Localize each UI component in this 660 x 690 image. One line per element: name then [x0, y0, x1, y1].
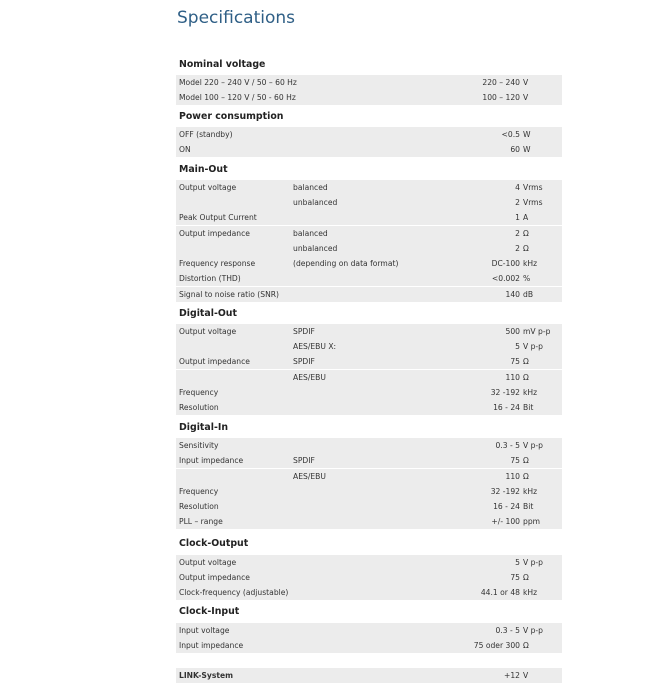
spec-condition: AES/EBU: [293, 373, 326, 382]
spec-value: 60: [510, 145, 520, 154]
spec-condition: AES/EBU X:: [293, 342, 337, 351]
spec-unit: W: [523, 130, 531, 139]
spec-condition: SPDIF: [293, 456, 315, 465]
spec-label: Input voltage: [179, 626, 230, 635]
spec-value: 140: [505, 290, 520, 299]
spec-condition: (depending on data format): [293, 259, 399, 268]
spec-label: Frequency response: [179, 259, 256, 268]
spec-unit: dB: [523, 290, 534, 299]
spec-row: [176, 287, 562, 302]
spec-unit: V p-p: [523, 342, 543, 351]
spec-unit: Vrms: [523, 183, 543, 192]
spec-value: 500: [505, 327, 520, 336]
spec-label: Output impedance: [179, 229, 250, 238]
page-title: Specifications: [177, 8, 296, 28]
spec-condition: balanced: [293, 229, 328, 238]
spec-row: [176, 226, 562, 241]
spec-unit: Vrms: [523, 198, 543, 207]
spec-value: 100 – 120: [482, 93, 520, 102]
spec-condition: balanced: [293, 183, 328, 192]
spec-unit: kHz: [523, 388, 538, 397]
spec-value: 32 -192: [490, 388, 520, 397]
spec-value: 110: [505, 472, 520, 481]
spec-label: ON: [179, 145, 191, 154]
spec-row: [176, 438, 562, 453]
spec-row: [176, 469, 562, 484]
spec-unit: W: [523, 145, 531, 154]
spec-label: Model 100 – 120 V / 50 - 60 Hz: [179, 93, 296, 102]
spec-value: 2: [515, 244, 520, 253]
spec-row: [176, 585, 562, 600]
spec-value: 2: [515, 229, 520, 238]
spec-unit: V: [523, 93, 529, 102]
section-heading: Power consumption: [179, 111, 284, 122]
section-heading: Nominal voltage: [179, 59, 266, 70]
section-heading: Digital-Out: [179, 308, 237, 319]
spec-value: 220 – 240: [482, 78, 520, 87]
spec-condition: SPDIF: [293, 357, 315, 366]
spec-row: [176, 370, 562, 385]
spec-label: Model 220 – 240 V / 50 – 60 Hz: [179, 78, 297, 87]
spec-label: Output voltage: [179, 183, 237, 192]
spec-condition: unbalanced: [293, 198, 338, 207]
spec-row: [176, 385, 562, 400]
spec-label: Input impedance: [179, 456, 244, 465]
spec-value: 0.3 - 5: [495, 441, 520, 450]
spec-label: Clock-frequency (adjustable): [179, 588, 289, 597]
spec-unit: V p-p: [523, 441, 543, 450]
spec-unit: mV p-p: [523, 327, 551, 336]
spec-unit: Ω: [523, 573, 529, 582]
spec-unit: kHz: [523, 588, 538, 597]
spec-row: [176, 210, 562, 225]
spec-value: 16 - 24: [493, 502, 520, 511]
spec-unit: kHz: [523, 259, 538, 268]
section-heading: Main-Out: [179, 164, 228, 175]
link-system-label: LINK-System: [179, 671, 234, 680]
spec-value: 75 oder 300: [473, 641, 520, 650]
spec-row: [176, 180, 562, 195]
spec-row: [176, 499, 562, 514]
spec-label: Resolution: [179, 403, 219, 412]
spec-label: OFF (standby): [179, 130, 233, 139]
spec-label: Distortion (THD): [179, 274, 241, 283]
spec-row: [176, 127, 562, 142]
spec-value: <0.5: [501, 130, 520, 139]
spec-value: <0.002: [491, 274, 520, 283]
spec-row: [176, 241, 562, 256]
spec-unit: Ω: [523, 472, 529, 481]
spec-label: Input impedance: [179, 641, 244, 650]
link-system-unit: V: [523, 671, 529, 680]
spec-unit: Ω: [523, 244, 529, 253]
spec-value: 5: [515, 342, 520, 351]
spec-unit: Ω: [523, 229, 529, 238]
spec-row: [176, 324, 562, 339]
spec-row: [176, 256, 562, 271]
spec-condition: unbalanced: [293, 244, 338, 253]
spec-row: [176, 90, 562, 105]
spec-label: Sensitivity: [179, 441, 219, 450]
spec-label: Frequency: [179, 388, 219, 397]
spec-row: [176, 142, 562, 157]
spec-label: Resolution: [179, 502, 219, 511]
spec-row: [176, 453, 562, 468]
link-system-value: +12: [503, 671, 520, 680]
spec-row: [176, 339, 562, 354]
spec-value: 75: [510, 456, 520, 465]
spec-value: 16 - 24: [493, 403, 520, 412]
spec-unit: ppm: [523, 517, 541, 526]
spec-row: [176, 555, 562, 570]
spec-label: Output impedance: [179, 573, 250, 582]
spec-value: +/- 100: [491, 517, 520, 526]
spec-row: [176, 514, 562, 529]
spec-unit: A: [523, 213, 529, 222]
spec-value: 32 -192: [490, 487, 520, 496]
spec-label: PLL – range: [179, 517, 223, 526]
spec-unit: V p-p: [523, 626, 543, 635]
spec-unit: Ω: [523, 456, 529, 465]
section-heading: Clock-Input: [179, 606, 240, 617]
spec-value: 75: [510, 357, 520, 366]
section-heading: Clock-Output: [179, 538, 249, 549]
spec-row: [176, 570, 562, 585]
spec-label: Signal to noise ratio (SNR): [179, 290, 280, 299]
spec-value: 44.1 or 48: [480, 588, 520, 597]
spec-row: [176, 75, 562, 90]
spec-value: DC-100: [491, 259, 520, 268]
spec-value: 0.3 - 5: [495, 626, 520, 635]
spec-unit: Ω: [523, 641, 529, 650]
spec-label: Output voltage: [179, 558, 237, 567]
spec-unit: kHz: [523, 487, 538, 496]
spec-label: Peak Output Current: [179, 213, 257, 222]
spec-value: 1: [515, 213, 520, 222]
spec-label: Frequency: [179, 487, 219, 496]
spec-unit: Bit: [523, 502, 534, 511]
spec-value: 110: [505, 373, 520, 382]
spec-condition: AES/EBU: [293, 472, 326, 481]
spec-value: 4: [515, 183, 520, 192]
spec-condition: SPDIF: [293, 327, 315, 336]
spec-unit: Ω: [523, 357, 529, 366]
spec-value: 75: [510, 573, 520, 582]
spec-label: Output voltage: [179, 327, 237, 336]
spec-row: [176, 400, 562, 415]
spec-row: [176, 354, 562, 369]
spec-row: [176, 484, 562, 499]
spec-unit: %: [523, 274, 531, 283]
link-system-row: [176, 668, 562, 683]
spec-unit: V: [523, 78, 529, 87]
spec-row: [176, 623, 562, 638]
section-heading: Digital-In: [179, 422, 228, 433]
spec-label: Output impedance: [179, 357, 250, 366]
spec-unit: V p-p: [523, 558, 543, 567]
spec-row: [176, 638, 562, 653]
spec-unit: Ω: [523, 373, 529, 382]
spec-row: [176, 195, 562, 210]
spec-unit: Bit: [523, 403, 534, 412]
spec-value: 5: [515, 558, 520, 567]
spec-row: [176, 271, 562, 286]
spec-value: 2: [515, 198, 520, 207]
